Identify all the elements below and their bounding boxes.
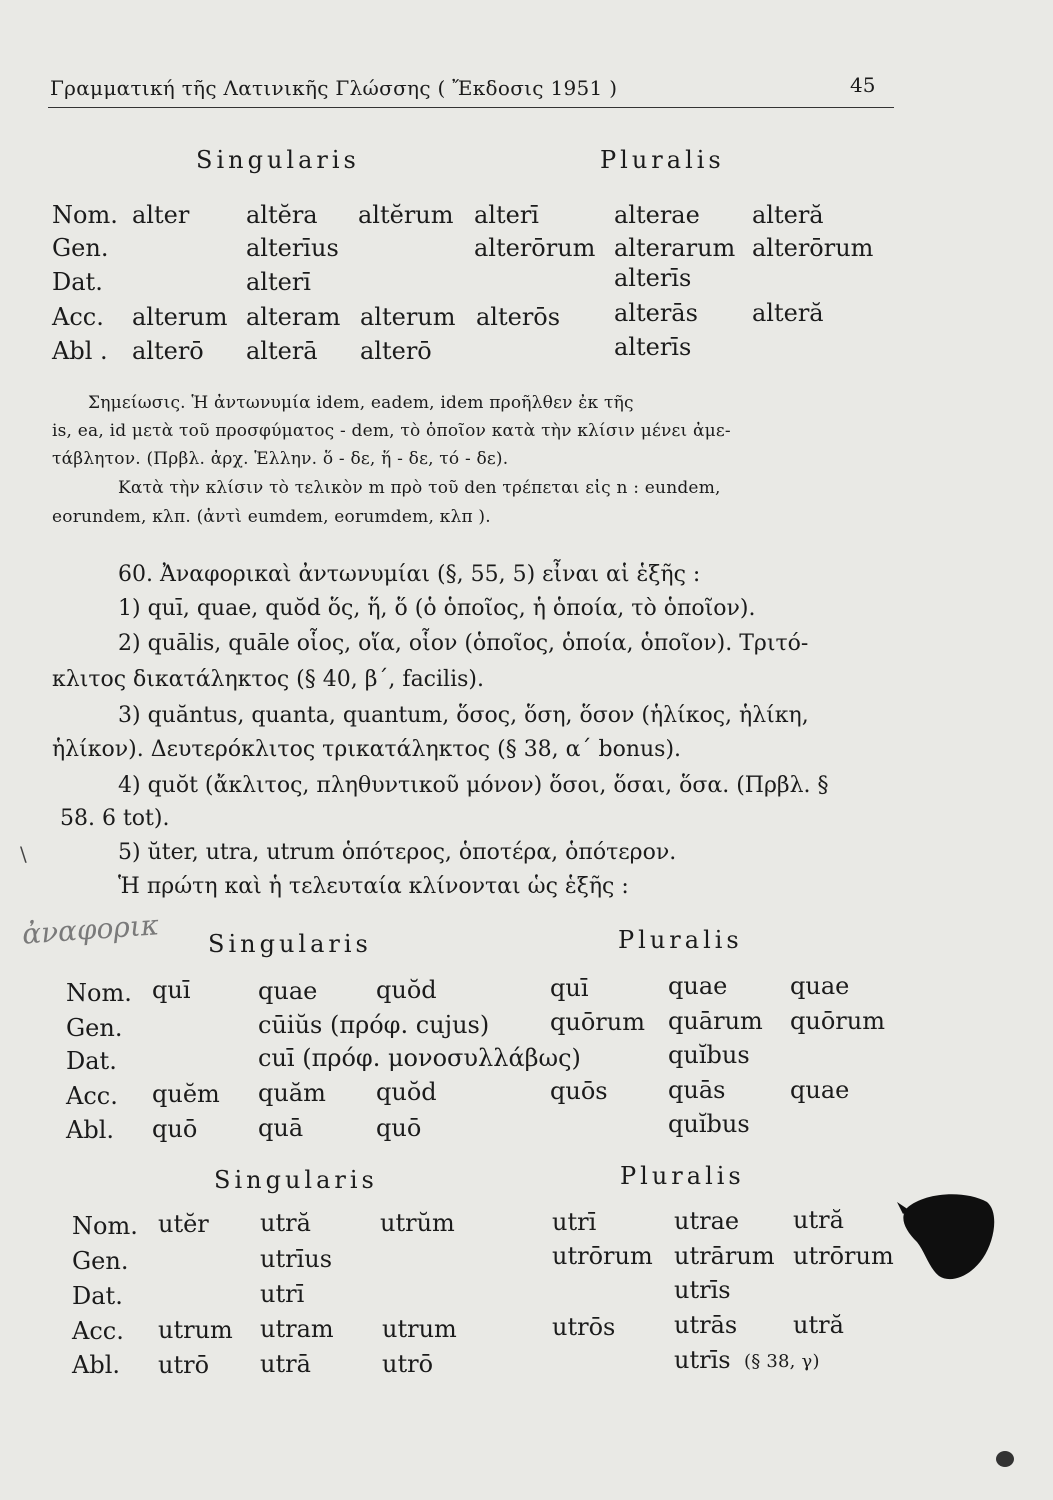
text-line: 1) quī, quae, quŏd ὅς, ἥ, ὅ (ὁ ὁποῖος, ἡ ὁποία, τὸ ὁποῖον). (118, 596, 756, 621)
form-cell: quōs (550, 1077, 608, 1105)
form-cell: utrā (260, 1350, 311, 1378)
form-cell: alterum (132, 303, 228, 331)
form-cell: quae (258, 977, 318, 1005)
form-cell: alterī (474, 201, 539, 229)
form-cell: alterīs (614, 333, 692, 361)
form-cell: alterōrum (752, 234, 874, 262)
case-label: Dat. (66, 1047, 117, 1075)
case-label: Nom. (72, 1212, 138, 1240)
form-cell: utram (260, 1315, 334, 1343)
form-cell: utrōrum (793, 1242, 894, 1270)
case-label: Abl. (72, 1351, 120, 1379)
form-cell: alterī (246, 268, 311, 296)
header-rule (48, 107, 894, 108)
case-label: Acc. (72, 1317, 124, 1345)
form-cell: utră (793, 1206, 844, 1234)
form-cell: quĕm (152, 1080, 220, 1108)
form-cell: utrārum (674, 1242, 775, 1270)
case-label: Gen. (72, 1247, 129, 1275)
text-line: 3) quăntus, quanta, quantum, ὅσος, ὅση, ὅσον (ἡλίκος, ἡλίκη, (118, 703, 809, 728)
form-cell: utrō (158, 1351, 210, 1379)
form-cell: utrī (552, 1208, 597, 1236)
form-cell: utrās (674, 1311, 738, 1339)
form-cell: quō (376, 1114, 422, 1142)
ink-stain-large (895, 1188, 1005, 1288)
note-line: eorundem, κλπ. (ἀντὶ eumdem, eorumdem, κλπ ). (52, 507, 491, 527)
form-cell: utrae (674, 1207, 740, 1235)
text-line: 2) quālis, quāle οἷος, οἵα, οἷον (ὁποῖος, ὁποία, ὁποῖον). Τριτό- (118, 631, 809, 656)
form-cell: quōrum (790, 1007, 885, 1035)
form-cell: quŏd (376, 1078, 437, 1106)
form-cell: alterās (614, 299, 698, 327)
form-cell: quăm (258, 1079, 326, 1107)
form-cell: alterōs (476, 303, 561, 331)
text-line: κλιτος δικατάληκτος (§ 40, β΄, facilis). (52, 667, 484, 692)
case-label: Dat. (72, 1282, 123, 1310)
form-cell: quō (152, 1115, 198, 1143)
form-cell: cuī (πρόφ. μονοσυλλάβως) (258, 1044, 581, 1072)
form-cell: altĕra (246, 201, 318, 229)
running-header: Γραμματική τῆς Λατινικῆς Γλώσσης ( Ἔκδοσις 1951 ) (50, 76, 618, 100)
form-cell: quĭbus (668, 1110, 750, 1138)
form-cell: alterīus (246, 234, 339, 262)
form-cell: alteră (752, 299, 824, 327)
form-cell: utrō (382, 1350, 434, 1378)
text-line: Ἡ πρώτη καὶ ἡ τελευταία κλίνονται ὡς ἑξῆς : (118, 874, 629, 899)
pluralis-heading: Pluralis (600, 146, 725, 174)
form-cell: quās (668, 1076, 726, 1104)
form-cell: utrī (260, 1280, 305, 1308)
singularis-heading: Singularis (196, 146, 360, 174)
form-cell: quĭbus (668, 1041, 750, 1069)
form-cell: utrīus (260, 1245, 333, 1273)
case-label: Gen. (66, 1014, 123, 1042)
case-label: Nom. (66, 979, 132, 1007)
form-cell: alterum (360, 303, 456, 331)
form-cell: quī (550, 974, 589, 1002)
reference-note: (§ 38, γ) (744, 1351, 820, 1372)
note-line: is, ea, id μετὰ τοῦ προσφύματος - dem, τὸ ὁποῖον κατὰ τὴν κλίσιν μένει ἀμε- (52, 421, 731, 441)
form-cell: quae (668, 972, 728, 1000)
pluralis-heading: Pluralis (618, 926, 743, 954)
text-line: 58. 6 tot). (60, 806, 170, 831)
form-cell: utrum (382, 1315, 457, 1343)
form-cell: utrīs (674, 1276, 731, 1304)
form-cell: alterae (614, 201, 700, 229)
form-cell: utrōrum (552, 1242, 653, 1270)
form-cell: altĕrum (358, 201, 454, 229)
text-line: 5) ŭter, utra, utrum ὁπότερος, ὁποτέρα, ὁπότερον. (118, 840, 677, 865)
form-cell: utrum (158, 1316, 233, 1344)
form-cell: utrōs (552, 1313, 616, 1341)
page-number: 45 (850, 73, 876, 97)
text-line: 4) quŏt (ἄκλιτος, πληθυντικοῦ μόνον) ὅσοι, ὅσαι, ὅσα. (Πρβλ. § (118, 773, 829, 798)
form-cell: utră (793, 1311, 844, 1339)
singularis-heading: Singularis (214, 1166, 378, 1194)
form-cell: alterōrum (474, 234, 596, 262)
form-cell: alterā (246, 337, 318, 365)
form-cell: alteră (752, 201, 824, 229)
form-cell: cūiŭs (πρόφ. cujus) (258, 1011, 490, 1039)
note-line: Κατὰ τὴν κλίσιν τὸ τελικὸν m πρὸ τοῦ den τρέπεται εἰς n : eundem, (118, 478, 721, 498)
case-label: Abl . (52, 337, 108, 365)
pluralis-heading: Pluralis (620, 1162, 745, 1190)
case-label: Gen. (52, 234, 109, 262)
form-cell: quae (790, 972, 850, 1000)
form-cell: quae (790, 1076, 850, 1104)
form-cell: utĕr (158, 1210, 209, 1238)
form-cell: alterarum (614, 234, 736, 262)
handwritten-margin-note: ἀναφορικ (21, 908, 161, 951)
margin-tick: \ (20, 842, 27, 866)
note-line: τάβλητον. (Πρβλ. ἀρχ. Ἑλλην. ὅ - δε, ἥ - δε, τό - δε). (52, 449, 509, 469)
case-label: Nom. (52, 201, 118, 229)
case-label: Dat. (52, 268, 103, 296)
form-cell: alterō (360, 337, 432, 365)
ink-stain-small (993, 1448, 1017, 1470)
form-cell: utră (260, 1209, 311, 1237)
case-label: Acc. (66, 1082, 118, 1110)
note-line: Σημείωσις. Ἡ ἀντωνυμία idem, eadem, idem προῆλθεν ἐκ τῆς (88, 393, 634, 413)
case-label: Acc. (52, 303, 104, 331)
case-label: Abl. (66, 1116, 114, 1144)
form-cell: quā (258, 1114, 304, 1142)
text-line: ἡλίκον). Δευτερόκλιτος τρικατάληκτος (§ 38, α΄ bonus). (52, 737, 682, 762)
form-cell: alteram (246, 303, 341, 331)
form-cell: quŏd (376, 976, 437, 1004)
section-heading: 60. Ἀναφορικαὶ ἀντωνυμίαι (§, 55, 5) εἶναι αἱ ἑξῆς : (118, 562, 701, 587)
form-cell: quārum (668, 1007, 763, 1035)
singularis-heading: Singularis (208, 930, 372, 958)
form-cell: utrīs (674, 1346, 731, 1374)
form-cell: alter (132, 201, 190, 229)
form-cell: alterō (132, 337, 204, 365)
form-cell: utrŭm (380, 1209, 455, 1237)
form-cell: quōrum (550, 1008, 645, 1036)
form-cell: quī (152, 976, 191, 1004)
form-cell: alterīs (614, 264, 692, 292)
